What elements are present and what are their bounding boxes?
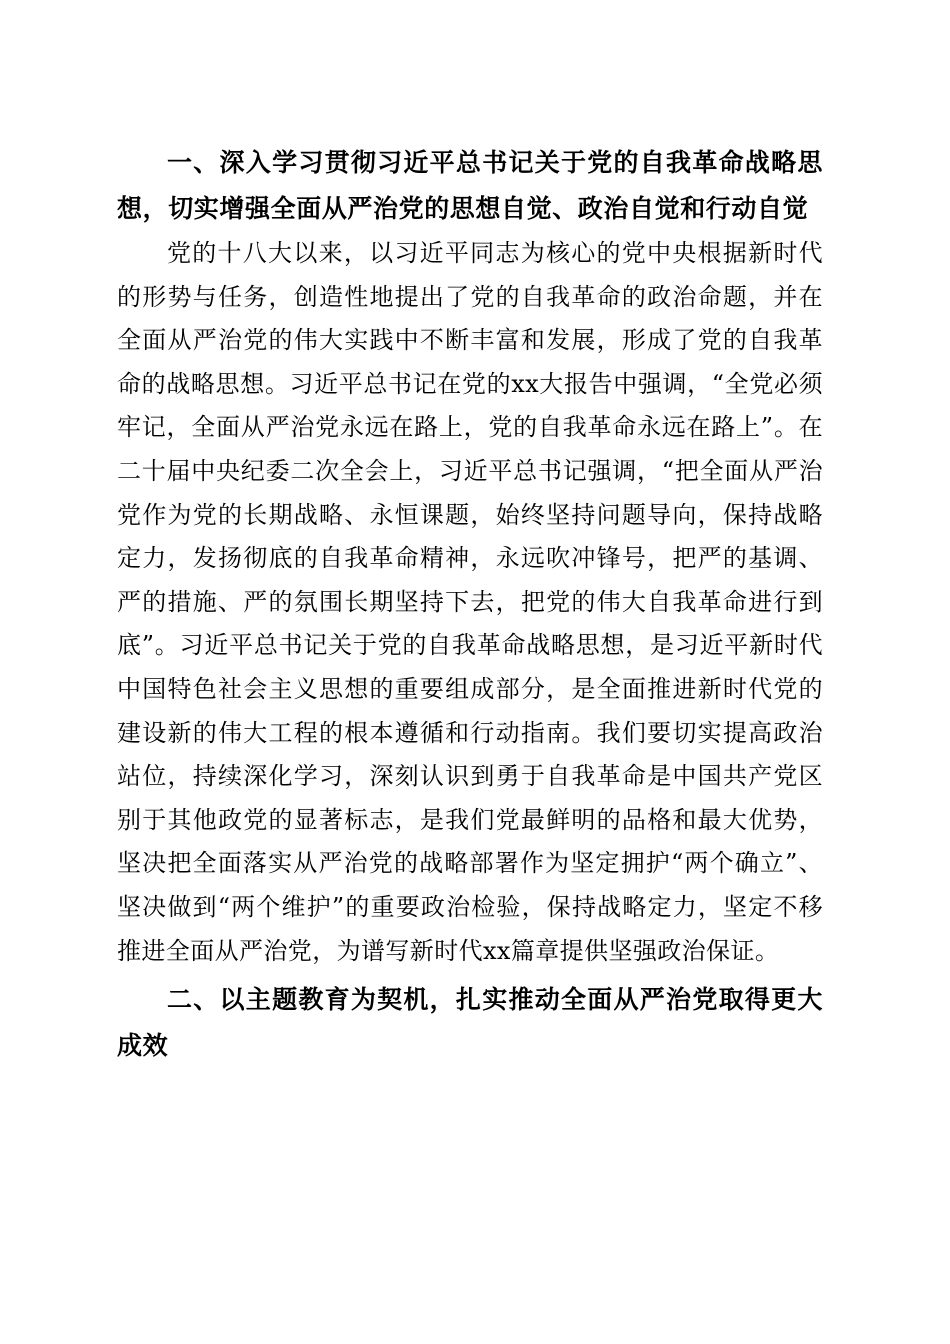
section-1-heading: 一、深入学习贯彻习近平总书记关于党的自我革命战略思想，切实增强全面从严治党的思想自觉、政治自觉和行动自觉 (117, 148, 823, 223)
section-1-body: 党的十八大以来，以习近平同志为核心的党中央根据新时代的形势与任务，创造性地提出了党的自我革命的政治命题，并在全面从严治党的伟大实践中不断丰富和发展，形成了党的自我革命的战略思想。习近平总书记在党的xx大报告中强调，“全党必须牢记，全面从严治党永远在路上，党的自我革命永远在路上”。在二十届中央纪委二次全会上，习近平总书记强调，“把全面从严治党作为党的长期战略、永恒课题，始终坚持问题导向，保持战略定力，发扬彻底的自我革命精神，永远吹冲锋号，把严的基调、严的措施、严的氛围长期坚持下去，把党的伟大自我革命进行到底”。习近平总书记关于党的自我革命战略思想，是习近平新时代中国特色社会主义思想的重要组成部分，是全面推进新时代党的建设新的伟大工程的根本遵循和行动指南。我们要切实提高政治站位，持续深化学习，深刻认识到勇于自我革命是中国共产党区别于其他政党的显著标志，是我们党最鲜明的品格和最大优势，坚决把全面落实从严治党的战略部署作为坚定拥护“两个确立”、坚决做到“两个维护”的重要政治检验，保持战略定力，坚定不移推进全面从严治党，为谱写新时代xx篇章提供坚强政治保证。 (117, 239, 823, 965)
document-content (117, 140, 823, 1069)
section-2-heading: 二、以主题教育为契机，扎实推动全面从严治党取得更大成效 (117, 985, 823, 1061)
